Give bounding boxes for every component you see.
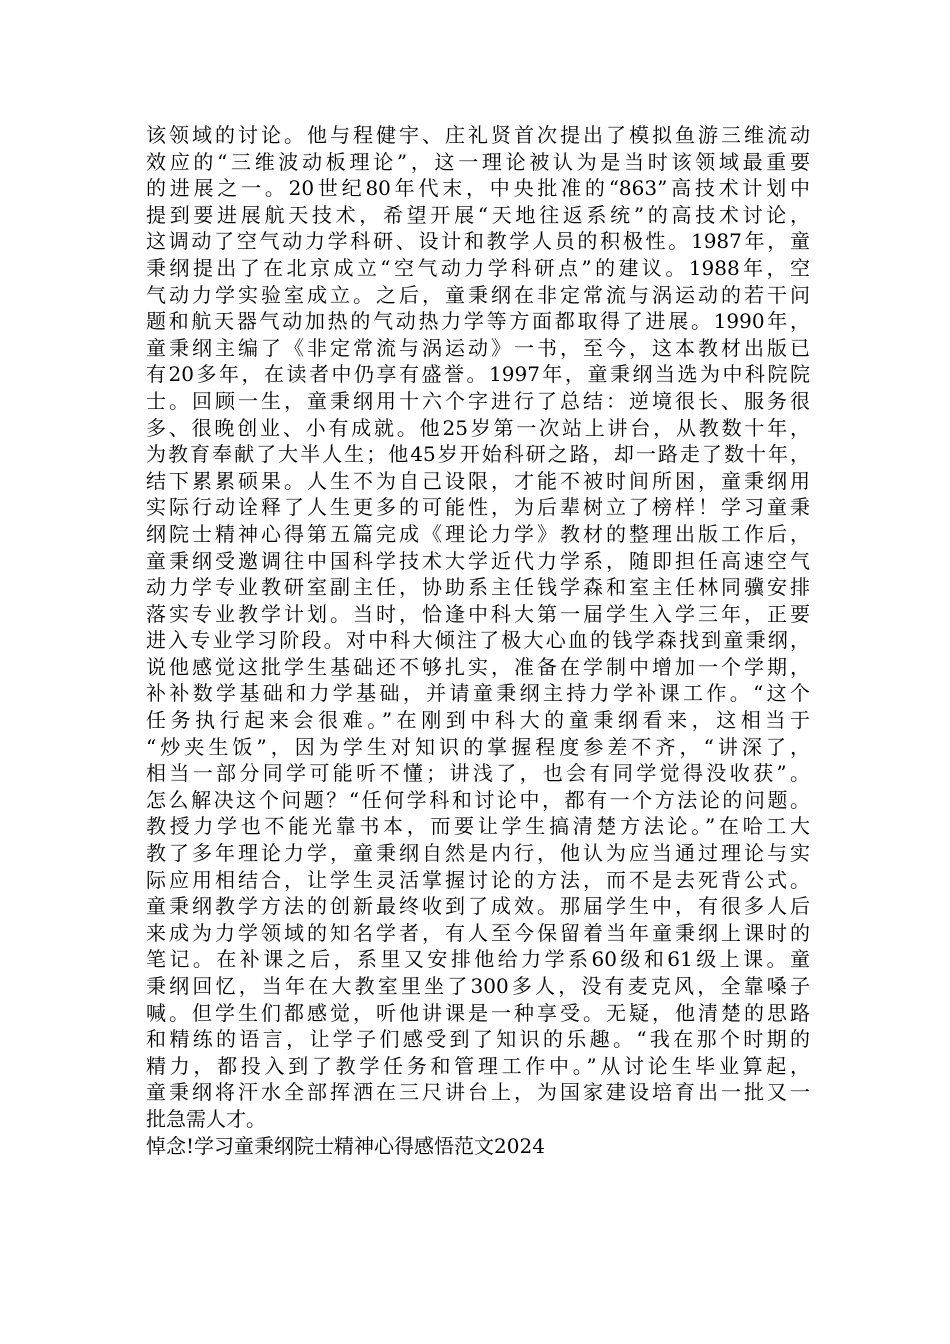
paragraph-line: 动力学专业教研室副主任，协助系主任钱学森和室主任林同骥安排	[146, 575, 810, 600]
paragraph-line: 落实专业教学计划。当时，恰逢中科大第一届学生入学三年，正要	[146, 601, 810, 626]
paragraph-line: 补补数学基础和力学基础，并请童秉纲主持力学补课工作。“这个	[146, 681, 810, 706]
paragraph-line: 相当一部分同学可能听不懂；讲浅了，也会有同学觉得没收获”。	[146, 761, 810, 786]
paragraph-line: 进入专业学习阶段。对中科大倾注了极大心血的钱学森找到童秉纲，	[146, 628, 810, 653]
paragraph-line: 多、很晚创业、小有成就。他25岁第一次站上讲台，从教数十年，	[146, 415, 810, 440]
paragraph-line: 教了多年理论力学，童秉纲自然是内行，他认为应当通过理论与实	[146, 841, 810, 866]
paragraph-line: 纲院士精神心得第五篇完成《理论力学》教材的整理出版工作后，	[146, 521, 810, 546]
paragraph-line: 精力，都投入到了教学任务和管理工作中。”从讨论生毕业算起，	[146, 1053, 810, 1078]
paragraph-line: 和精练的语言，让学子们感受到了知识的乐趣。“我在那个时期的	[146, 1027, 810, 1052]
paragraph-line: 怎么解决这个问题？“任何学科和讨论中，都有一个方法论的问题。	[146, 787, 810, 812]
paragraph-line: 有20多年，在读者中仍享有盛誉。1997年，童秉纲当选为中科院院	[146, 362, 810, 387]
paragraph-line: 说他感觉这批学生基础还不够扎实，准备在学制中增加一个学期，	[146, 654, 810, 679]
document-body	[146, 122, 810, 1159]
paragraph-line: 喊。但学生们都感觉，听他讲课是一种享受。无疑，他清楚的思路	[146, 1000, 810, 1025]
paragraph-line: 来成为力学领域的知名学者，有人至今保留着当年童秉纲上课时的	[146, 920, 810, 945]
paragraph-line: 教授力学也不能光靠书本，而要让学生搞清楚方法论。”在哈工大	[146, 814, 810, 839]
paragraph-line: 任务执行起来会很难。”在刚到中科大的童秉纲看来，这相当于	[146, 708, 810, 733]
paragraph-line: 批急需人才。	[146, 1106, 266, 1131]
paragraph-line: 童秉纲主编了《非定常流与涡运动》一书，至今，这本教材出版已	[146, 335, 810, 360]
paragraph-line: 效应的“三维波动板理论”，这一理论被认为是当时该领域最重要	[146, 149, 810, 174]
paragraph-line: 笔记。在补课之后，系里又安排他给力学系60级和61级上课。童	[146, 947, 810, 972]
paragraph-line: 这调动了空气动力学科研、设计和教学人员的积极性。1987年，童	[146, 229, 810, 254]
paragraph-line: 的进展之一。20世纪80年代末，中央批准的“863”高技术计划中	[146, 176, 810, 201]
paragraph-line: 实际行动诠释了人生更多的可能性，为后辈树立了榜样！学习童秉	[146, 495, 810, 520]
paragraph-line: 提到要进展航天技术，希望开展“天地往返系统”的高技术讨论，	[146, 202, 810, 227]
paragraph-line: 童秉纲受邀调往中国科学技术大学近代力学系，随即担任高速空气	[146, 548, 810, 573]
paragraph-line: 结下累累硕果。人生不为自己设限，才能不被时间所困，童秉纲用	[146, 468, 810, 493]
paragraph-line: 该领域的讨论。他与程健宇、庄礼贤首次提出了模拟鱼游三维流动	[146, 123, 810, 147]
paragraph-line: 题和航天器气动加热的气动热力学等方面都取得了进展。1990年，	[146, 309, 810, 334]
article-title: 悼念!学习童秉纲院士精神心得感悟范文2024	[146, 1133, 545, 1158]
paragraph-line: 秉纲提出了在北京成立“空气动力学科研点”的建议。1988年，空	[146, 255, 810, 280]
paragraph-line: 士。回顾一生，童秉纲用十六个字进行了总结：逆境很长、服务很	[146, 388, 810, 413]
paragraph-line: “炒夹生饭”，因为学生对知识的掌握程度参差不齐，“讲深了，	[146, 734, 810, 759]
paragraph-line: 为教育奉献了大半人生；他45岁开始科研之路，却一路走了数十年，	[146, 442, 810, 467]
paragraph-line: 童秉纲教学方法的创新最终收到了成效。那届学生中，有很多人后	[146, 894, 810, 919]
paragraph-line: 秉纲回忆，当年在大教室里坐了300多人，没有麦克风，全靠嗓子	[146, 974, 810, 998]
paragraph-line: 童秉纲将汗水全部挥洒在三尺讲台上，为国家建设培育出一批又一	[146, 1080, 810, 1105]
paragraph-line: 气动力学实验室成立。之后，童秉纲在非定常流与涡运动的若干问	[146, 282, 810, 307]
paragraph-line: 际应用相结合，让学生灵活掌握讨论的方法，而不是去死背公式。	[146, 867, 810, 892]
